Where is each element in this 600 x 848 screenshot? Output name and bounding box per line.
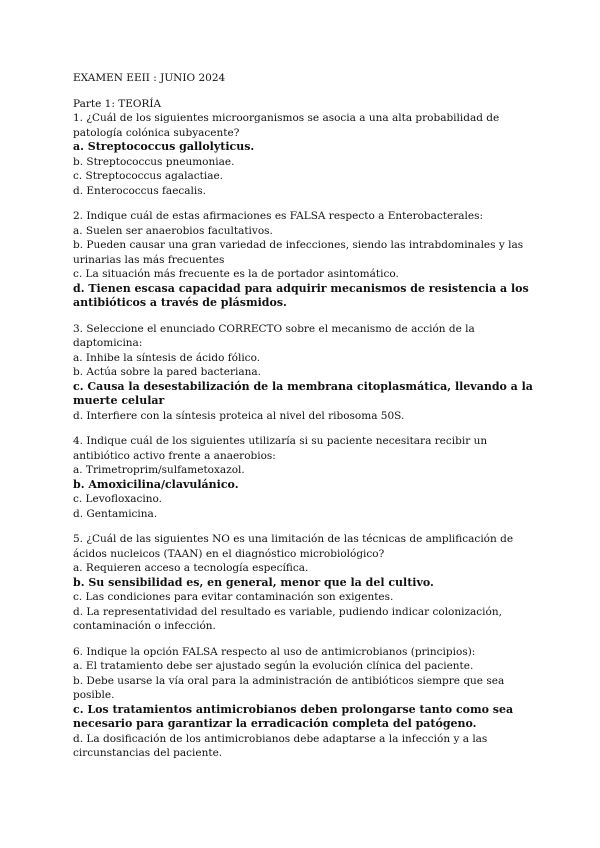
- answer-option: c. Las condiciones para evitar contaminación son exigentes.: [73, 591, 394, 603]
- answer-option: a. El tratamiento debe ser ajustado según la evolución clínica del paciente.: [73, 660, 474, 672]
- question-5: [73, 532, 543, 634]
- answer-option-correct: c. Los tratamientos antimicrobianos deben prolongarse tanto como sea necesario para garantizar la erradicación completa del patógeno.: [73, 702, 514, 730]
- question-1: [73, 111, 543, 198]
- question-stem: 1. ¿Cuál de los siguientes microorganismos se asocia a una alta probabilidad de patología colónica subyacente?: [73, 112, 500, 139]
- answer-option: a. Suelen ser anaerobios facultativos.: [73, 224, 273, 237]
- answer-option: d. La dosificación de los antimicrobianos debe adaptarse a la infección y a las circunstancias del paciente.: [73, 732, 488, 759]
- answer-option-correct: b. Amoxicilina/clavulánico.: [73, 477, 239, 491]
- answer-option: d. Enterococcus faecalis.: [73, 184, 206, 197]
- answer-option-correct: a. Streptococcus gallolyticus.: [73, 140, 255, 153]
- answer-option-correct: d. Tienen escasa capacidad para adquirir mecanismos de resistencia a los antibióticos a través de plásmidos.: [73, 281, 529, 309]
- answer-option: a. Inhibe la síntesis de ácido fólico.: [73, 351, 261, 364]
- question-stem: 4. Indique cuál de los siguientes utilizaría si su paciente necesitara recibir un antibiótico activo frente a anaerobios:: [73, 435, 488, 462]
- answer-option: c. La situación más frecuente es la de portador asintomático.: [73, 268, 399, 280]
- question-6: [73, 645, 543, 761]
- answer-option: c. Levofloxacino.: [73, 493, 162, 505]
- answer-option: b. Debe usarse la vía oral para la administración de antibióticos siempre que sea posible.: [73, 674, 505, 701]
- document-body: [73, 71, 543, 772]
- answer-option: b. Pueden causar una gran variedad de infecciones, siendo las intrabdominales y las urinarias las más frecuentes: [73, 239, 524, 266]
- question-stem: 3. Seleccione el enunciado CORRECTO sobre el mecanismo de acción de la daptomicina:: [73, 322, 475, 349]
- answer-option: d. Interfiere con la síntesis proteica al nivel del ribosoma 50S.: [73, 409, 405, 422]
- question-3: [73, 322, 543, 424]
- answer-option-correct: b. Su sensibilidad es, en general, menor que la del cultivo.: [73, 575, 434, 589]
- answer-option: d. Gentamicina.: [73, 507, 158, 520]
- answer-option: d. La representatividad del resultado es variable, pudiendo indicar colonización, contaminación o infección.: [73, 605, 502, 632]
- question-stem: 5. ¿Cuál de las siguientes NO es una limitación de las técnicas de amplificación de ácidos nucleicos (TAAN) en el diagnóstico microbiológico?: [73, 533, 514, 560]
- part-heading: Parte 1: TEORÍA: [73, 98, 162, 110]
- question-stem: 2. Indique cuál de estas afirmaciones es FALSA respecto a Enterobacterales:: [73, 210, 483, 222]
- answer-option: b. Streptococcus pneumoniae.: [73, 155, 235, 168]
- answer-option: c. Streptococcus agalactiae.: [73, 170, 224, 182]
- question-4: [73, 434, 543, 521]
- question-stem: 6. Indique la opción FALSA respecto al uso de antimicrobianos (principios):: [73, 645, 476, 658]
- exam-title: EXAMEN EEII : JUNIO 2024: [73, 72, 226, 84]
- answer-option: a. Requieren acceso a tecnología específica.: [73, 562, 309, 574]
- answer-option: a. Trimetroprim/sulfametoxazol.: [73, 464, 245, 476]
- answer-option-correct: c. Causa la desestabilización de la membrana citoplasmática, llevando a la muerte celular: [73, 379, 533, 407]
- question-2: [73, 209, 543, 311]
- answer-option: b. Actúa sobre la pared bacteriana.: [73, 366, 261, 378]
